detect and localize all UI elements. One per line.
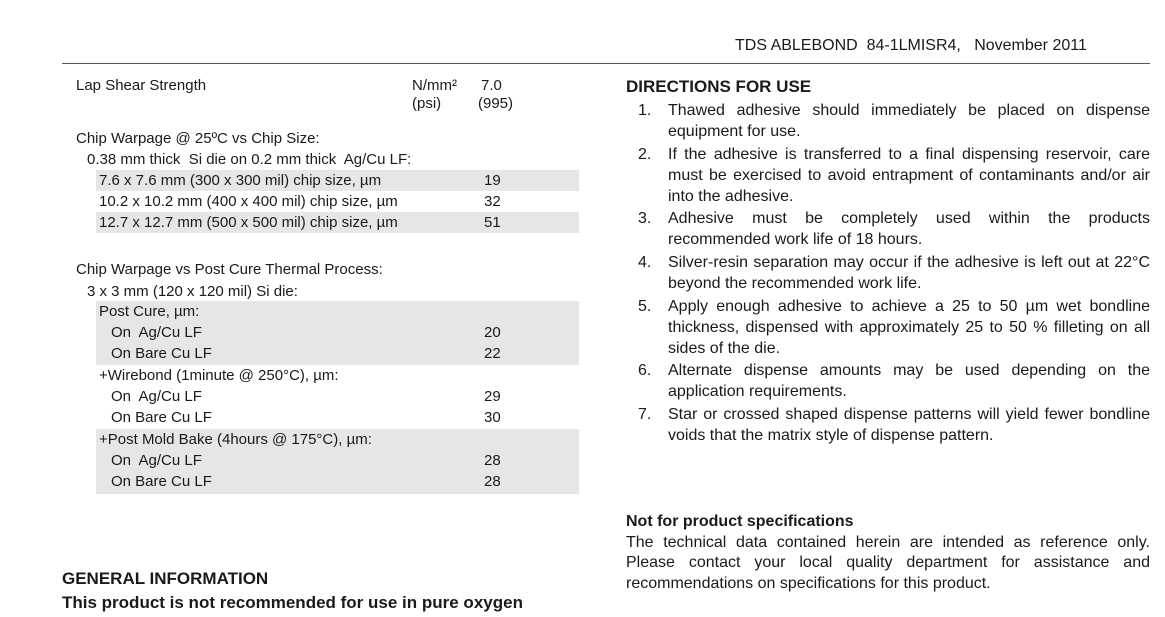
list-item-number: 1. [638, 102, 652, 119]
chip-warpage-size-title: Chip Warpage @ 25ºC vs Chip Size: [76, 130, 320, 147]
table-row-label: On Ag/Cu LF [111, 452, 202, 469]
list-item-number: 7. [638, 406, 652, 424]
general-info-body: This product is not recommended for use in pure oxygen [62, 593, 523, 612]
lap-shear-label: Lap Shear Strength [76, 77, 207, 94]
table-row-label: 12.7 x 12.7 mm (500 x 500 mil) chip size, µm [99, 214, 398, 231]
list-item [626, 208, 1150, 250]
table-row-value: 51 [484, 214, 501, 231]
chip-warpage-thermal-subtitle: 3 x 3 mm (120 x 120 mil) Si die: [87, 283, 298, 300]
table-row-value: 20 [484, 324, 501, 341]
list-item [626, 404, 1150, 446]
list-item-number: 6. [638, 362, 652, 380]
lap-shear-unit-psi: (psi) [412, 95, 442, 112]
list-item [626, 100, 1150, 142]
table-row-value: 32 [484, 193, 501, 210]
list-item-number: 3. [638, 210, 652, 228]
table-group-heading: +Wirebond (1minute @ 250°C), µm: [99, 367, 339, 384]
table-group-heading: +Post Mold Bake (4hours @ 175°C), µm: [99, 431, 372, 448]
list-item [626, 144, 1150, 207]
table-row-value: 19 [484, 172, 501, 189]
document-header: TDS ABLEBOND 84-1LMISR4, November 2011 [735, 37, 1087, 54]
lap-shear-value-nmm2: 7.0 [481, 77, 502, 94]
header-rule [62, 63, 1150, 64]
table-row-label: 7.6 x 7.6 mm (300 x 300 mil) chip size, µm [99, 172, 382, 189]
list-item-text: Silver-resin separation may occur if the adhesive is left out at 22°C beyond the recommended work life. [668, 254, 1150, 293]
directions-title: DIRECTIONS FOR USE [626, 77, 812, 96]
list-item [626, 296, 1150, 359]
table-row-label: 10.2 x 10.2 mm (400 x 400 mil) chip size, µm [99, 193, 398, 210]
table-row-value: 28 [484, 452, 501, 469]
disclaimer-section [626, 512, 1150, 594]
table-row-value: 29 [484, 388, 501, 405]
chip-warpage-size-subtitle: 0.38 mm thick Si die on 0.2 mm thick Ag/Cu LF: [87, 151, 412, 168]
disclaimer-title: Not for product specifications [626, 513, 854, 530]
list-item-text: Apply enough adhesive to achieve a 25 to 50 µm wet bondline thickness, dispensed with approximately 25 to 50 % filleting on all sides of the die. [668, 297, 1150, 357]
table-row-value: 22 [484, 345, 501, 362]
general-info-title: GENERAL INFORMATION [62, 569, 269, 588]
list-item-text: Alternate dispense amounts may be used depending on the application requirements. [668, 362, 1150, 401]
list-item-number: 4. [638, 254, 652, 272]
table-row-value: 30 [484, 409, 501, 426]
list-item-text: If the adhesive is transferred to a final dispensing reservoir, care must be exercised to avoid entrapment of contaminants and/or air into the adhesive. [668, 145, 1150, 205]
lap-shear-value-psi: (995) [478, 95, 514, 112]
table-row-value: 28 [484, 473, 501, 490]
chip-warpage-thermal-title: Chip Warpage vs Post Cure Thermal Process: [76, 261, 383, 278]
list-item-text: Adhesive must be completely used within the products recommended work life of 18 hours. [668, 210, 1150, 249]
list-item [626, 252, 1150, 294]
list-item-text: Star or crossed shaped dispense patterns will yield fewer bondline voids that the matrix style of dispense pattern. [668, 406, 1150, 445]
list-item [626, 360, 1150, 402]
table-row-label: On Bare Cu LF [111, 409, 212, 426]
list-item-text: Thawed adhesive should immediately be placed on dispense equipment for use. [668, 102, 1150, 140]
list-item-number: 5. [638, 297, 652, 315]
table-row-label: On Ag/Cu LF [111, 388, 202, 405]
table-row-label: On Bare Cu LF [111, 473, 212, 490]
disclaimer-body: The technical data contained herein are intended as reference only. Please contact your local quality department for assistance and recommendations on specifications for this product. [626, 533, 1150, 592]
list-item-number: 2. [638, 145, 652, 163]
table-row-label: On Ag/Cu LF [111, 324, 202, 341]
directions-list [626, 100, 1150, 448]
table-group-heading: Post Cure, µm: [99, 303, 200, 320]
lap-shear-unit-nmm2: N/mm² [412, 77, 457, 94]
table-row-label: On Bare Cu LF [111, 345, 212, 362]
